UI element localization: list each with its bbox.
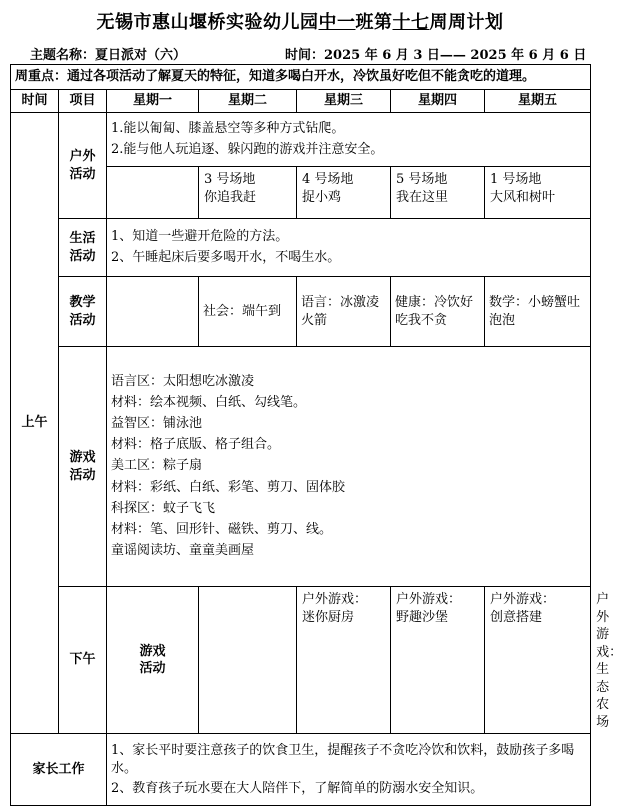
teaching-thursday: 健康：冷饮好吃我不贪	[391, 277, 485, 347]
life-item-1: 1、知道一些避开危险的方法。	[111, 229, 289, 245]
game-line: 材料：笔、回形针、磁铁、剪刀、线。	[111, 521, 333, 537]
outdoor-thursday	[391, 167, 485, 219]
parent-work-items	[107, 734, 591, 806]
game-areas	[107, 347, 591, 587]
game-activity-label	[59, 347, 107, 587]
parent-work-label: 家长工作	[11, 734, 107, 806]
pm-game-name: 野趣沙堡	[396, 609, 449, 625]
pm-game-wednesday	[391, 587, 485, 734]
pm-game-activity-label	[107, 587, 199, 734]
header-row	[11, 90, 591, 113]
teaching-monday	[107, 277, 199, 347]
parent-item-1: 1、家长平时要注意孩子的饮食卫生，提醒孩子不贪吃冷饮和饮料，鼓励孩子多喝水。	[111, 743, 575, 776]
afternoon-label: 下午	[59, 587, 107, 734]
header-wednesday: 星期三	[297, 90, 391, 113]
pm-game-tuesday	[297, 587, 391, 734]
outdoor-place: 3 号场地	[204, 172, 256, 187]
title-class-name: 中一	[318, 12, 356, 33]
pm-game-thursday	[485, 587, 591, 734]
pm-game-type: 户外游戏：	[302, 592, 368, 607]
header-monday: 星期一	[107, 90, 199, 113]
outdoor-goal-1: 1.能以匍匐、膝盖悬空等多种方式钻爬。	[111, 121, 345, 137]
title-week-number: 十七	[392, 12, 430, 33]
life-label-line-1: 生活	[69, 230, 96, 246]
teaching-label-line-2: 活动	[69, 312, 96, 328]
pm-game-type: 户外游戏：	[490, 592, 556, 607]
parent-item-2: 2、教育孩子玩水要在大人陪伴下，了解简单的防溺水安全知识。	[111, 781, 484, 797]
header-thursday: 星期四	[391, 90, 485, 113]
game-label-line-2: 活动	[69, 467, 96, 483]
pm-game-name: 迷你厨房	[302, 609, 355, 625]
life-items	[107, 219, 591, 277]
weekly-plan-table: 周重点：通过各项活动了解夏天的特征，知道多喝白开水，冷饮虽好吃但不能贪吃的道理。 时间 项目 星期一 星期二 星期三 星期四 星期五 上午 户外 活动 1.能以匍匐、膝盖悬空等多种方式钻爬。 2.能与他人玩追逐、躲闪跑的游戏并注意安全。 3 号场地 你追我赶 4 号场地 捉小鸡 5 号场地 我在这里 1 号场地 大风和树叶 生活 活动 1、知道一些避开危险的方法。 2、午睡起床后要多喝开水，不喝生水。 教学 活动 社会：端午到 语言：冰激凌火箭 健康：冷饮好吃我不贪 数学：小螃蟹吐泡泡 游戏 活动 语言区：太阳想吃冰激凌 材料：绘本视频、白纸、勾线笔。 益智区：铺泳池 材料：格子底版、格子组合。 美工区：粽子扇 材料：彩纸、白纸、彩笔、剪刀、固体胶 科探区：蚊子飞飞 材料：笔、回形针、磁铁、剪刀、线。 童谣阅读坊、童童美画屋 下午 游戏 活动 户外游戏： 迷你厨房 户外游戏： 野趣沙堡 户外游戏： 创意搭建 户外游戏： 生态农场 家长工作 1、家长平时要注意孩子的饮食卫生，提醒孩子不贪吃冷饮和饮料，鼓励孩子多喝水。 2、教育孩子玩水要在大人陪伴下，了解简单的防溺水安全知识。	[10, 64, 591, 806]
title-prefix: 无锡市惠山堰桥实验幼儿园	[96, 12, 319, 33]
outdoor-goals	[107, 113, 591, 167]
outdoor-place: 1 号场地	[490, 172, 542, 187]
outdoor-tuesday	[199, 167, 297, 219]
teaching-label-line-1: 教学	[69, 294, 96, 310]
teaching-tuesday: 社会：端午到	[199, 277, 297, 347]
page-title	[0, 8, 600, 34]
outdoor-goal-2: 2.能与他人玩追逐、躲闪跑的游戏并注意安全。	[111, 142, 384, 157]
pm-game-label-line-1: 游戏	[139, 643, 166, 659]
teaching-wednesday: 语言：冰激凌火箭	[297, 277, 391, 347]
title-suffix: 周周计划	[429, 12, 504, 33]
teaching-friday: 数学：小螃蟹吐泡泡	[485, 277, 591, 347]
pm-game-type: 户外游戏：	[396, 592, 462, 607]
pm-game-monday	[199, 587, 297, 734]
outdoor-friday	[485, 167, 591, 219]
game-line: 科探区：蚊子飞飞	[111, 500, 216, 516]
life-activity-label	[59, 219, 107, 277]
outdoor-place: 4 号场地	[302, 172, 354, 187]
game-line: 益智区：铺泳池	[111, 416, 203, 432]
title-mid: 班第	[355, 12, 393, 33]
morning-label: 上午	[11, 113, 59, 734]
header-friday: 星期五	[485, 90, 591, 113]
outdoor-monday	[107, 167, 199, 219]
life-item-2: 2、午睡起床后要多喝开水，不喝生水。	[111, 250, 341, 265]
game-line: 童谣阅读坊、童童美画屋	[111, 543, 255, 559]
date-range: 时间：2025 年 6 月 3 日—— 2025 年 6 月 6 日	[285, 48, 587, 63]
outdoor-activity-label	[59, 113, 107, 219]
game-line: 材料：彩纸、白纸、彩笔、剪刀、固体胶	[111, 479, 346, 495]
outdoor-game: 我在这里	[396, 189, 449, 205]
game-line: 材料：绘本视频、白纸、勾线笔。	[111, 394, 307, 410]
outdoor-game: 大风和树叶	[490, 189, 556, 205]
header-tuesday: 星期二	[199, 90, 297, 113]
outdoor-place: 5 号场地	[396, 172, 448, 187]
teaching-activity-label	[59, 277, 107, 347]
life-label-line-2: 活动	[69, 248, 96, 264]
game-line: 美工区：粽子扇	[111, 458, 203, 474]
header-item: 项目	[59, 90, 107, 113]
week-focus: 周重点：通过各项活动了解夏天的特征，知道多喝白开水，冷饮虽好吃但不能贪吃的道理。	[11, 65, 591, 90]
outdoor-game: 捉小鸡	[302, 189, 342, 205]
header-time: 时间	[11, 90, 59, 113]
game-line: 材料：格子底版、格子组合。	[111, 437, 281, 453]
game-line: 语言区：太阳想吃冰激凌	[111, 373, 255, 389]
pm-game-name: 创意搭建	[490, 609, 543, 625]
outdoor-game: 你追我赶	[204, 189, 257, 205]
theme-name: 主题名称：夏日派对（六）	[30, 48, 187, 63]
outdoor-wednesday	[297, 167, 391, 219]
pm-game-label-line-2: 活动	[139, 661, 166, 677]
outdoor-label-line-1: 户外	[69, 148, 96, 164]
outdoor-label-line-2: 活动	[69, 166, 96, 182]
game-label-line-1: 游戏	[69, 449, 96, 465]
